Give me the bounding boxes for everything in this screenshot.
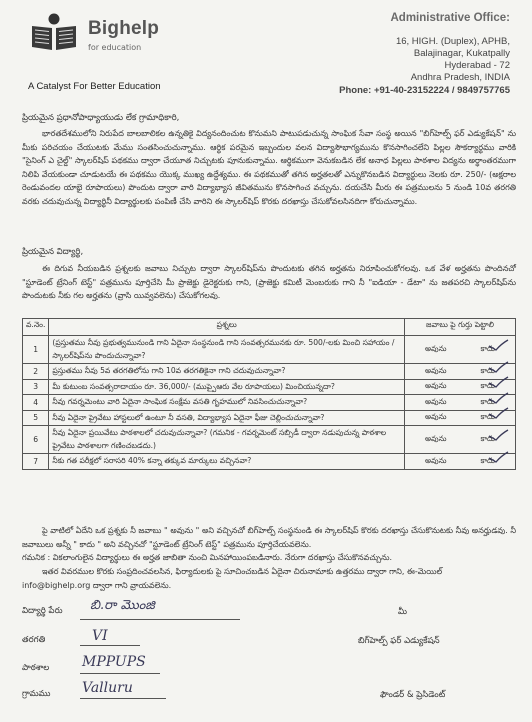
question-text: మీ కుటుంబ సంవత్సరాదాయం రూ. 36,000/- (ముప్పైఆరు వేల రూపాయలు) మించియున్నదా? xyxy=(49,379,405,395)
col-question-header: ప్రశ్నలు xyxy=(49,319,405,336)
organisation-signature: బిగ్‌హెల్ప్ ఫర్ ఎడ్యుకేషన్ xyxy=(358,636,440,646)
handwritten-tick-icon xyxy=(487,391,509,405)
student-name-value: బి.రా మొంజి xyxy=(90,598,155,613)
answer-yes[interactable] xyxy=(425,412,447,423)
open-book-logo-icon xyxy=(28,12,80,52)
question-number: 7 xyxy=(23,454,49,470)
eligibility-table xyxy=(22,318,516,470)
handwritten-tick-icon xyxy=(487,450,509,464)
col-answer-header: జవాబు పై గుర్తు పెట్టాలి xyxy=(405,319,516,336)
address-line: Hyderabad - 72 xyxy=(444,60,510,71)
answer-no-label: కాదు xyxy=(480,365,496,375)
eligibility-note: పై వాటిలో ఏదేని ఒక ప్రశ్నకు నీ జవాబు " అవును " అని వచ్చినచో బిగ్‌హెల్ప్ సంస్థనుండి ఈ స్కాలర్‌షిప్ కొరకు దరఖాస్తు చేసుకొనుటకు నీవు అనర్హుడవు. నీ జవాబులు అన్నీ " కాదు " అని వచ్చినచో "స్టూడెంట్ ట్రేనింగ్ టెస్ట్" పత్రమును పూర్తిచేయవలెను. xyxy=(22,526,516,549)
question-text: నీవు ఏదైనా ప్రైవేటు హాస్టలులో ఉంటూ నీ వసతి, విద్యాభ్యాస ఏదైనా ఫీజు చెల్లించుచున్నావా? xyxy=(49,410,405,426)
handwritten-tick-icon xyxy=(487,428,509,442)
question-text: నీవు గవర్నమెంటు వారి ఏదైనా సాంఘిక సంక్షేమ వసతి గృహములో నివసించుచున్నావా? xyxy=(49,395,405,411)
answer-yes[interactable] xyxy=(425,366,447,377)
table-row xyxy=(23,379,516,395)
answer-cell xyxy=(405,410,516,426)
student-name-label: విద్యార్థి పేరు xyxy=(22,606,63,616)
answer-yes-label: అవును xyxy=(424,412,447,422)
name-underline xyxy=(80,619,240,620)
answer-yes-label: అవును xyxy=(424,434,447,443)
question-number: 1 xyxy=(23,336,49,364)
answer-yes[interactable] xyxy=(425,344,447,355)
handwritten-tick-icon xyxy=(487,375,509,389)
handwritten-tick-icon xyxy=(487,338,509,352)
question-number: 4 xyxy=(23,395,49,411)
table-row xyxy=(23,454,516,470)
bighelp-logo xyxy=(28,10,168,60)
village-underline xyxy=(80,698,166,699)
answer-yes[interactable] xyxy=(425,434,447,445)
sign-off: మీ xyxy=(398,607,407,617)
answer-yes-label: అవును xyxy=(424,365,447,375)
table-row xyxy=(23,426,516,454)
answer-no[interactable] xyxy=(480,344,495,355)
question-number: 3 xyxy=(23,379,49,395)
answer-yes-label: అవును xyxy=(424,455,447,465)
answer-no-label: కాదు xyxy=(480,434,496,443)
answer-no[interactable] xyxy=(480,434,495,445)
address-line: Andhra Pradesh, INDIA xyxy=(410,72,510,83)
question-text: (ప్రస్తుతము నీవు ప్రభుత్వమునుండి గాని ఏదైనా సంస్థనుండి గాని సంవత్సరమునకు రూ. 500/-లకు మించి సహాయం / స్కాలర్‌షిప్‌ను పొందుచున్నావా? xyxy=(49,336,405,364)
instruction-paragraph: ఈ దిగువ నీయబడిన ప్రశ్నలకు జవాబు నిచ్చుట ద్వారా స్కాలర్‌షిప్‌ను పొందుటకు తగిన అర్హతను నిరూపించుకోగలవు. ఒక వేళ అర్హతను పొందినచో "స్టూడెంట్ ట్రేనింగ్ టెస్ట్" పత్రమును పూర్తిచేసి మీ ప్రాజెక్టు డైరెక్టరుకు గాని, (ప్రాజెక్టు కమిటీ మెంబరుకు గాని నీ "ఐడియా - డేటా" ను జతపరచి స్కాలర్‌షిప్‌ను పొందుటకు నీకు గల అర్హతను (వ్రాసి యివ్వవలెను) చేసుకోగలవు. xyxy=(22,264,516,300)
answer-yes[interactable] xyxy=(425,397,447,408)
school-label: పాఠశాల xyxy=(22,663,50,673)
table-header-row xyxy=(23,319,516,336)
answer-no-label: కాదు xyxy=(480,412,496,422)
phone-number: Phone: +91-40-23152224 / 9849757765 xyxy=(339,85,510,96)
class-value: VI xyxy=(92,628,108,644)
class-underline xyxy=(80,645,140,646)
handwritten-tick-icon xyxy=(487,406,509,420)
table-row xyxy=(23,336,516,364)
contact-email-line: info@bighelp.org ద్వారా గాని వ్రాయవలెను. xyxy=(22,581,172,590)
question-text: నీకు గత పరీక్షలో సరాసరి 40% కన్నా తక్కువ మార్కులు వచ్చినవా? xyxy=(49,454,405,470)
handwritten-tick-icon xyxy=(487,360,509,374)
answer-yes[interactable] xyxy=(425,381,447,392)
greeting-student: ప్రియమైన విద్యార్థి, xyxy=(22,247,84,257)
answer-yes[interactable] xyxy=(425,456,447,467)
founder-president: ఫౌండర్ & ప్రెసిడెంట్ xyxy=(380,690,446,700)
answer-no[interactable] xyxy=(480,456,495,467)
contact-note: ఇతర వివరముల కొరకు సంప్రదించవలసిన, ఫిర్యాదులకు పై సూచించబడిన ఏదైనా చిరునామాకు ఉత్తరము ద్వారా గాని, ఈ-మెయిల్ xyxy=(42,567,443,576)
brand-subtitle: for education xyxy=(88,43,142,52)
village-label: గ్రామము xyxy=(22,689,51,699)
col-serial-header: వ.నెం. xyxy=(23,319,49,336)
answer-no-label: కాదు xyxy=(480,455,496,465)
answer-yes-label: అవును xyxy=(424,344,447,353)
village-field xyxy=(22,689,78,701)
answer-no[interactable] xyxy=(480,412,495,423)
office-address xyxy=(300,12,510,96)
address-line: Balajinagar, Kukatpally xyxy=(413,48,510,59)
answer-no-label: కాదు xyxy=(480,396,496,406)
brand-name: Bighelp xyxy=(88,18,160,39)
question-number: 2 xyxy=(23,364,49,380)
school-field xyxy=(22,663,78,675)
intro-paragraph: భారతదేశములోని నిరుపేద బాలబాలికల ఉన్నతికై విద్యనందించుట కొనుమని పాటుపడుచున్న సాంఘిక సేవా సంస్థ అయిన "బిగ్‌హెల్ప్ ఫర్ ఎడ్యుకేషన్" ను మీకు పరిచయం చేయుటకు మేము సంతసించుచున్నాము. ఆర్థిక పరమైన ఇబ్బందుల వలన విద్యాసౌభాగ్యమును కొనసాగించలేని పిల్లల సౌకర్యార్థము వారికి "సైనింగ్ ఎ చైల్డ్" స్కాలర్‌షిప్ పథకము ద్వారా చేయూత నిచ్చుటకు పూనుకున్నాము. ఆర్థికముగా వెనుకబడిన లేక అనాధ పిల్లలు పాఠశాల విద్యను అర్థాంతరముగా నిలిపి వేయకుండా చూడుటయే ఈ పథకము యొక్క ముఖ్య ఉద్దేశ్యము. ఈ పథకముతో తగిన అర్హతలతో ఎన్నుకొనబడిన విద్యార్థులు నెలకు రూ. 250/- (అక్షరాల రెండువందల యాభై రూపాయలు) పొందుట ద్వారా వారి విద్యాభ్యాస జీవితమును కొనసాగించ వచ్చును. దయచేసి మీరు ఈ పత్రములను 5 నుండి 10వ తరగతి వరకు చదువుచున్న విద్యార్థినీ విద్యార్థులకు పంపిణీ చేసి వారిని ఈ స్కాలర్‌షిప్ కొరకు దరఖాస్తు చేసుకోవలసినదిగా కోరుచున్నాము. xyxy=(22,129,516,206)
disabled-students-note: గమనిక : వికలాంగులైన విద్యార్థులు ఈ అర్హత జాబితా నుంచి మినహాయింపబడినారు. నేరుగా దరఖాస్తు చేసుకొనవచ్చును. xyxy=(22,553,393,562)
question-number: 6 xyxy=(23,426,49,454)
answer-cell xyxy=(405,454,516,470)
question-text: ప్రస్తుతము నీవు 5వ తరగతిలోను గాని 10వ తరగతికైనా గాని చదువుచున్నావా? xyxy=(49,364,405,380)
tagline: A Catalyst For Better Education xyxy=(28,81,161,92)
question-number: 5 xyxy=(23,410,49,426)
answer-yes-label: అవును xyxy=(424,381,447,391)
school-value: MPPUPS xyxy=(82,654,146,670)
village-value: Valluru xyxy=(82,680,133,696)
table-row xyxy=(23,364,516,380)
class-field xyxy=(22,635,78,647)
question-text: నీవు ఏదైనా ప్రయివేటు పాఠశాలలో చదువుచున్నావా? (గమనిక - గవర్నమెంట్ సబ్సిడీ ద్వారా నడుపుచున్న పాఠశాల ప్రైవేటు పాఠశాలగా గణించబడదు.) xyxy=(49,426,405,454)
answer-no-label: కాదు xyxy=(480,381,496,391)
class-label: తరగతి xyxy=(22,635,46,645)
office-title: Administrative Office: xyxy=(390,12,510,24)
student-name-field xyxy=(22,606,78,618)
answer-yes-label: అవును xyxy=(424,396,447,406)
school-underline xyxy=(80,673,160,674)
table-row xyxy=(23,395,516,411)
answer-no-label: కాదు xyxy=(480,344,496,353)
address-line: 16, HIGH. (Duplex), APHB, xyxy=(395,36,510,47)
table-row xyxy=(23,410,516,426)
greeting-headmaster: ప్రియమైన ప్రధానోపాధ్యాయుడు లేక గ్రామాధికారి, xyxy=(22,113,180,123)
